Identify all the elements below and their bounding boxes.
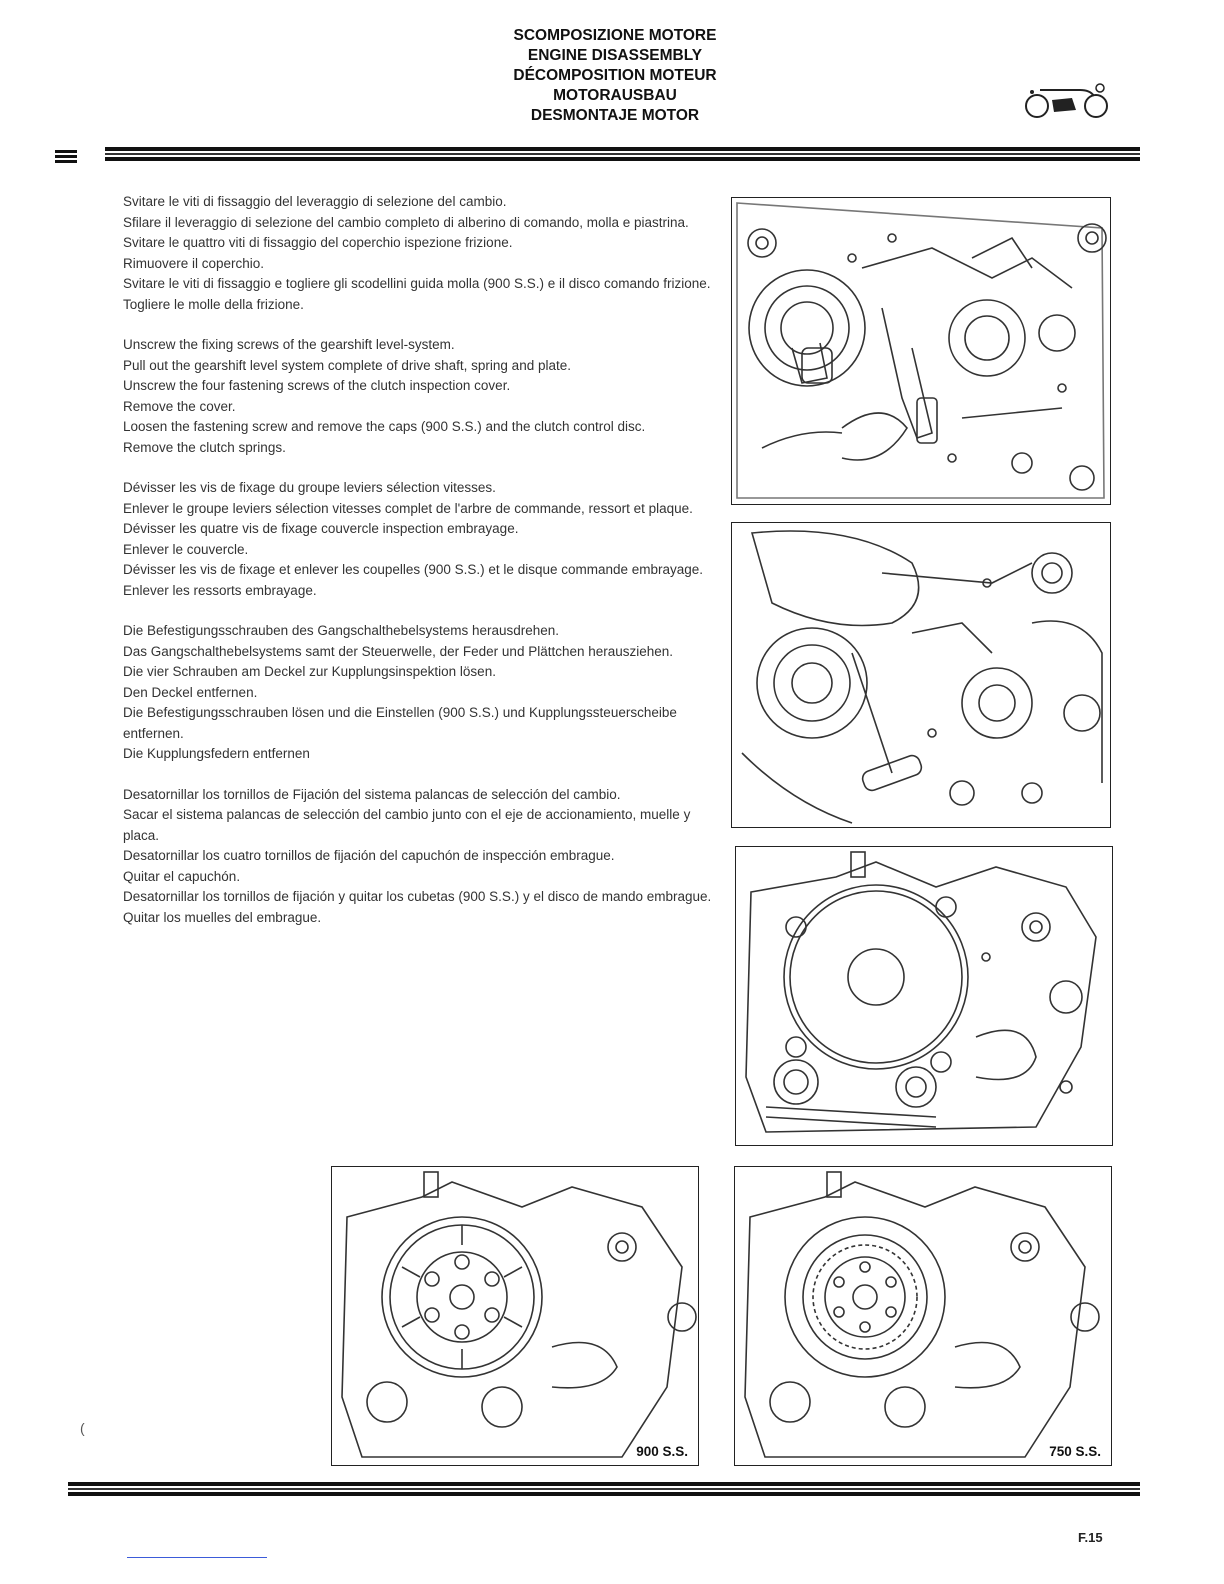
es-line-2: Sacar el sistema palancas de selección del cambio junto con el eje de accionamiento, muelle y placa. xyxy=(123,807,691,843)
es-line-4: Quitar el capuchón. xyxy=(123,868,241,884)
it-line-3: Svitare le quattro viti di fissaggio del coperchio ispezione frizione. xyxy=(123,235,513,250)
en-line-3: Unscrew the four fastening screws of the clutch inspection cover. xyxy=(123,378,511,393)
es-line-3: Desatornillar los cuatro tornillos de fijación del capuchón de inspección embrague. xyxy=(123,848,615,863)
de-line-1: Die Befestigungsschrauben des Gangschalthebelsystems herausdrehen. xyxy=(123,623,560,638)
page-number: F.15 xyxy=(1078,1530,1103,1545)
section-spanish xyxy=(123,785,715,929)
figure-lever-removal xyxy=(731,522,1111,828)
en-line-4: Remove the cover. xyxy=(123,398,236,414)
es-line-5: Desatornillar los tornillos de fijación y quitar los cubetas (900 S.S.) y el disco de mando embrague. xyxy=(123,889,712,904)
section-italian xyxy=(123,192,715,315)
figure-750ss-clutch xyxy=(734,1166,1112,1466)
de-line-6: Die Kupplungsfedern entfernen xyxy=(123,746,310,761)
section-german xyxy=(123,621,715,765)
fr-line-3: Dévisser les quatre vis de fixage couvercle inspection embrayage. xyxy=(123,521,519,536)
fr-line-2: Enlever le groupe leviers sélection vitesses complet de l'arbre de commande, ressort et plaque. xyxy=(123,500,693,516)
it-line-1: Svitare le viti di fissaggio del leveraggio di selezione del cambio. xyxy=(123,194,507,209)
it-line-5: Svitare le viti di fissaggio e togliere gli scodellini guida molla (900 S.S.) e il disco comando frizione. xyxy=(123,276,711,291)
de-line-4: Den Deckel entfernen. xyxy=(123,684,258,700)
de-line-2: Das Gangschalthebelsystems samt der Steuerwelle, der Feder und Plättchen herausziehen. xyxy=(123,643,674,659)
section-english xyxy=(123,335,715,458)
header-rule xyxy=(105,147,1140,163)
es-line-6: Quitar los muelles del embrague. xyxy=(123,909,322,925)
it-line-2: Sfilare il leveraggio di selezione del cambio completo di alberino di comando, molla e piastrina. xyxy=(123,214,689,230)
title-it: SCOMPOSIZIONE MOTORE xyxy=(513,27,717,44)
header-left-marker xyxy=(55,150,77,165)
fr-line-4: Enlever le couvercle. xyxy=(123,541,249,557)
it-line-6: Togliere le molle della frizione. xyxy=(123,296,304,312)
margin-mark: ( xyxy=(80,1420,85,1436)
title-fr: DÉCOMPOSITION MOTEUR xyxy=(513,67,717,84)
title-en: ENGINE DISASSEMBLY xyxy=(527,47,703,64)
en-line-6: Remove the clutch springs. xyxy=(123,439,286,455)
figure-gearshift-screws xyxy=(731,197,1111,505)
en-line-2: Pull out the gearshift level system complete of drive shaft, spring and plate. xyxy=(123,357,571,373)
footer-link-underline xyxy=(127,1557,267,1558)
figure-900ss-clutch xyxy=(331,1166,699,1466)
de-line-5: Die Befestigungsschrauben lösen und die Einstellen (900 S.S.) und Kupplungssteuerscheibe entfernen. xyxy=(123,705,677,741)
en-line-1: Unscrew the fixing screws of the gearshift level-system. xyxy=(123,337,455,352)
it-line-4: Rimuovere il coperchio. xyxy=(123,255,265,271)
instructions-text xyxy=(123,192,715,948)
title-es: DESMONTAJE MOTOR xyxy=(530,107,700,124)
section-french xyxy=(123,478,715,601)
motorcycle-logo-icon xyxy=(1020,80,1115,122)
title-de: MOTORAUSBAU xyxy=(553,87,677,104)
page-title-block xyxy=(450,26,780,126)
es-line-1: Desatornillar los tornillos de Fijación del sistema palancas de selección del cambio. xyxy=(123,786,621,802)
footer-rule xyxy=(68,1482,1140,1498)
fr-line-5: Dévisser les vis de fixage et enlever les coupelles (900 S.S.) et le disque commande embrayage. Enlever les ressorts embrayage. xyxy=(123,562,704,598)
en-line-5: Loosen the fastening screw and remove the caps (900 S.S.) and the clutch control disc. xyxy=(123,419,646,434)
figure-caption-750ss: 750 S.S. xyxy=(1049,1444,1101,1459)
fr-line-1: Dévisser les vis de fixage du groupe leviers sélection vitesses. xyxy=(123,480,496,495)
figure-caption-900ss: 900 S.S. xyxy=(636,1444,688,1459)
de-line-3: Die vier Schrauben am Deckel zur Kupplungsinspektion lösen. xyxy=(123,664,496,679)
figure-clutch-cover xyxy=(735,846,1113,1146)
